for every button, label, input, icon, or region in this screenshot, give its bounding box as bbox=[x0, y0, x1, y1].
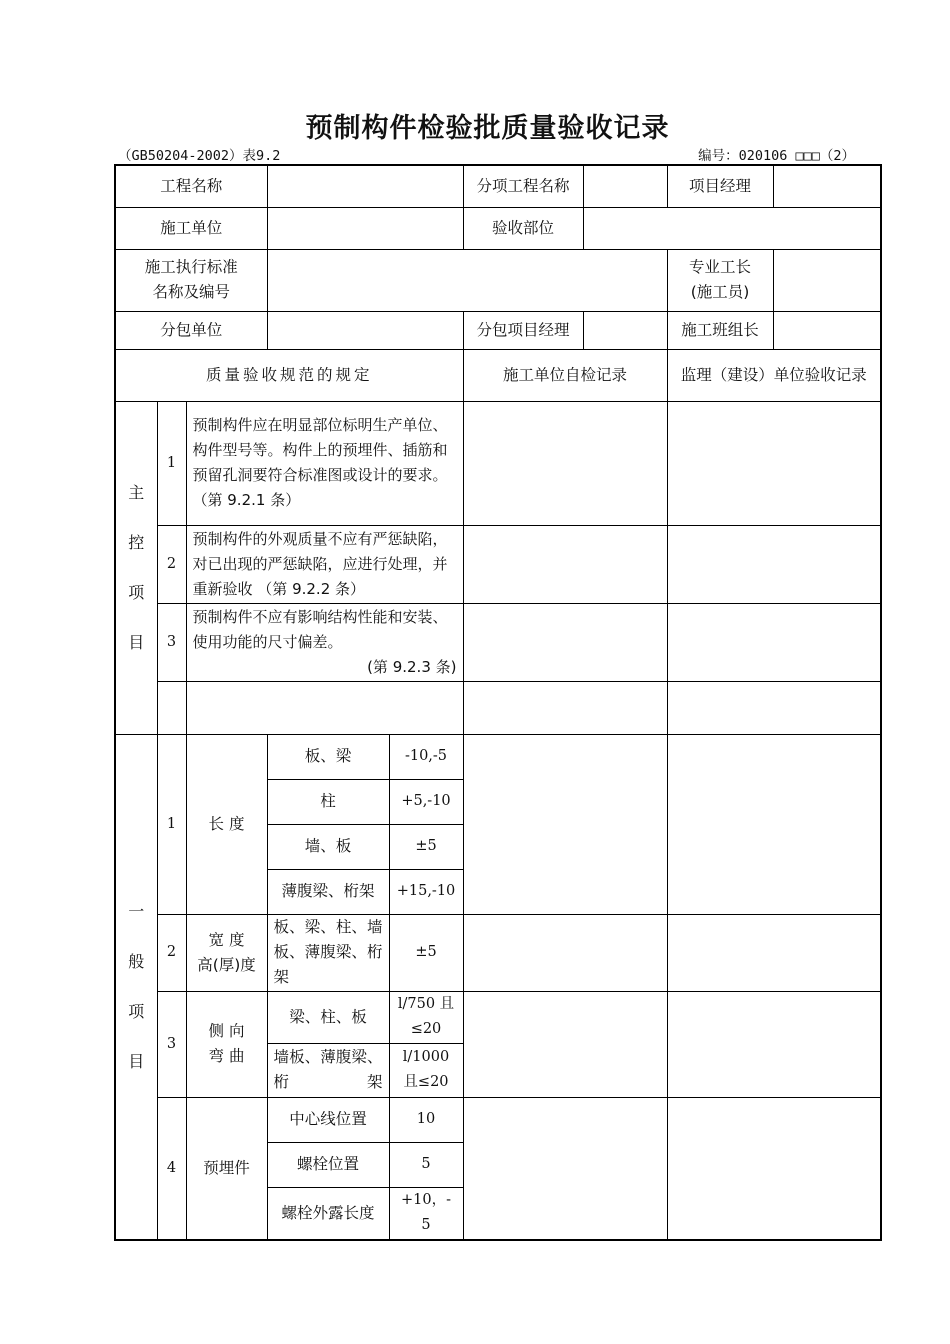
acceptance-part-field[interactable] bbox=[583, 207, 881, 249]
general-item-name: 板、梁 bbox=[267, 734, 389, 779]
general-group-number: 1 bbox=[157, 734, 186, 914]
main-item-self-check[interactable] bbox=[463, 603, 667, 681]
general-item-name: 墙板、薄腹梁、桁架 bbox=[267, 1043, 389, 1097]
general-group-number: 2 bbox=[157, 914, 186, 991]
document-code: 编号：020106 □□□（2） bbox=[698, 148, 855, 164]
main-item-text: 预制构件的外观质量不应有严惩缺陷，对已出现的严惩缺陷，应进行处理，并重新验收 （第 9.2.2 条） bbox=[186, 525, 463, 603]
project-manager-label: 项目经理 bbox=[667, 165, 773, 207]
general-group-supervision[interactable] bbox=[667, 734, 881, 914]
general-item-tolerance: ±5 bbox=[389, 914, 463, 991]
main-item-self-check[interactable] bbox=[463, 525, 667, 603]
general-item-tolerance: 5 bbox=[389, 1142, 463, 1187]
main-control-label: 主 控 项 目 bbox=[115, 401, 157, 734]
general-group-self-check[interactable] bbox=[463, 914, 667, 991]
standard-reference: （GB50204-2002）表9.2 bbox=[118, 148, 281, 164]
general-group-number: 3 bbox=[157, 991, 186, 1097]
general-item-tolerance: +5,-10 bbox=[389, 779, 463, 824]
supervision-column-header: 监理（建设）单位验收记录 bbox=[667, 349, 881, 401]
general-item-name: 螺栓外露长度 bbox=[267, 1187, 389, 1240]
general-group-name: 长 度 bbox=[186, 734, 267, 914]
subcontract-manager-label: 分包项目经理 bbox=[463, 311, 583, 349]
project-name-label: 工程名称 bbox=[115, 165, 267, 207]
main-item-text-empty bbox=[186, 681, 463, 734]
standard-name-field[interactable] bbox=[267, 249, 667, 311]
foreman-field[interactable] bbox=[773, 249, 881, 311]
general-item-name: 板、梁、柱、墙板、薄腹梁、桁架 bbox=[267, 914, 389, 991]
main-item-number: 3 bbox=[157, 603, 186, 681]
main-item-self-check[interactable] bbox=[463, 401, 667, 525]
standard-name-label: 施工执行标准 名称及编号 bbox=[115, 249, 267, 311]
general-item-name: 薄腹梁、桁架 bbox=[267, 869, 389, 914]
general-group-name: 侧 向 弯 曲 bbox=[186, 991, 267, 1097]
main-item-supervision[interactable] bbox=[667, 603, 881, 681]
general-item-tolerance: +15,-10 bbox=[389, 869, 463, 914]
general-group-self-check[interactable] bbox=[463, 734, 667, 914]
self-check-column-header: 施工单位自检记录 bbox=[463, 349, 667, 401]
acceptance-part-label: 验收部位 bbox=[463, 207, 583, 249]
subcontract-unit-label: 分包单位 bbox=[115, 311, 267, 349]
spec-column-header: 质量验收规范的规定 bbox=[115, 349, 463, 401]
main-item-supervision[interactable] bbox=[667, 401, 881, 525]
general-item-tolerance: l/750 且 ≤20 bbox=[389, 991, 463, 1043]
general-item-name: 墙、板 bbox=[267, 824, 389, 869]
main-item-text: 预制构件应在明显部位标明生产单位、构件型号等。构件上的预埋件、插筋和预留孔洞要符合标准图或设计的要求。（第 9.2.1 条） bbox=[186, 401, 463, 525]
inspection-record-table bbox=[114, 164, 882, 1241]
general-item-tolerance: ±5 bbox=[389, 824, 463, 869]
main-item-number-empty bbox=[157, 681, 186, 734]
team-leader-field[interactable] bbox=[773, 311, 881, 349]
general-group-name: 预埋件 bbox=[186, 1097, 267, 1240]
general-group-supervision[interactable] bbox=[667, 991, 881, 1097]
document-title: 预制构件检验批质量验收记录 bbox=[305, 113, 670, 144]
main-item-text: 预制构件不应有影响结构性能和安装、使用功能的尺寸偏差。 (第 9.2.3 条) bbox=[186, 603, 463, 681]
general-group-name: 宽 度 高(厚)度 bbox=[186, 914, 267, 991]
general-group-number: 4 bbox=[157, 1097, 186, 1240]
main-item-supervision[interactable] bbox=[667, 681, 881, 734]
general-item-tolerance: +10，- 5 bbox=[389, 1187, 463, 1240]
general-item-name: 梁、柱、板 bbox=[267, 991, 389, 1043]
construction-unit-label: 施工单位 bbox=[115, 207, 267, 249]
general-group-supervision[interactable] bbox=[667, 1097, 881, 1240]
general-group-self-check[interactable] bbox=[463, 991, 667, 1097]
construction-unit-field[interactable] bbox=[267, 207, 463, 249]
team-leader-label: 施工班组长 bbox=[667, 311, 773, 349]
general-item-tolerance: l/1000 且≤20 bbox=[389, 1043, 463, 1097]
project-name-field[interactable] bbox=[267, 165, 463, 207]
sub-project-name-label: 分项工程名称 bbox=[463, 165, 583, 207]
main-item-number: 1 bbox=[157, 401, 186, 525]
sub-project-name-field[interactable] bbox=[583, 165, 667, 207]
general-items-label: 一 般 项 目 bbox=[115, 734, 157, 1240]
general-item-name: 柱 bbox=[267, 779, 389, 824]
general-item-name: 螺栓位置 bbox=[267, 1142, 389, 1187]
main-item-number: 2 bbox=[157, 525, 186, 603]
main-item-self-check[interactable] bbox=[463, 681, 667, 734]
general-item-name: 中心线位置 bbox=[267, 1097, 389, 1142]
subcontract-manager-field[interactable] bbox=[583, 311, 667, 349]
subcontract-unit-field[interactable] bbox=[267, 311, 463, 349]
project-manager-field[interactable] bbox=[773, 165, 881, 207]
general-group-self-check[interactable] bbox=[463, 1097, 667, 1240]
general-group-supervision[interactable] bbox=[667, 914, 881, 991]
general-item-tolerance: -10,-5 bbox=[389, 734, 463, 779]
main-item-supervision[interactable] bbox=[667, 525, 881, 603]
general-item-tolerance: 10 bbox=[389, 1097, 463, 1142]
foreman-label: 专业工长 (施工员) bbox=[667, 249, 773, 311]
